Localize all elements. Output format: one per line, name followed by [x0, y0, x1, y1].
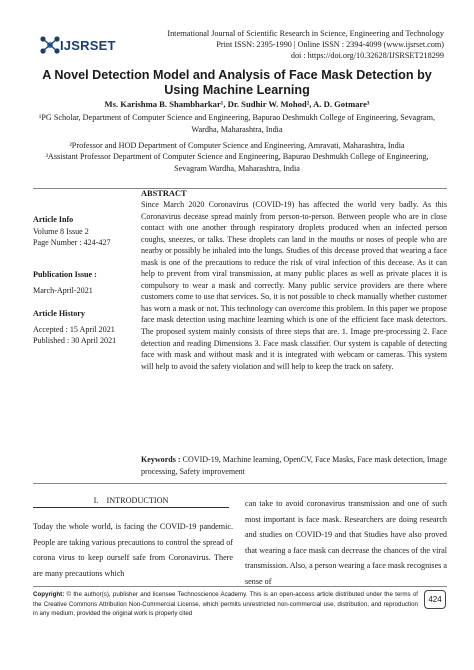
copyright-text: © the author(s), publisher and licensee Technoscience Academy. This is an open-access article distributed under the terms of the Creative Commons Attribution Non-Commercial License, which permits unrestricted non-commercial use, distribution, and reproduction in any medium, provided the original work is properly cited [33, 591, 418, 618]
affiliation-3: ³Assistant Professor Department of Computer Science and Engineering, Bapurao Deshmukh College of Engineering, Sevagram Wardha, Maharashtra, India [45, 152, 429, 173]
article-pages: Page Number : 424-427 [33, 238, 111, 248]
section-underline [33, 507, 229, 508]
keywords-label: Keywords : [141, 455, 181, 464]
journal-logo [38, 33, 116, 59]
keywords [141, 454, 447, 477]
page-number: 424 [424, 590, 446, 609]
paper-title: A Novel Detection Model and Analysis of Face Mask Detection by Using Machine Learning [42, 68, 432, 97]
divider [33, 483, 447, 484]
section-heading-text: I. INTRODUCTION [93, 496, 169, 505]
published-date: Published : 30 April 2021 [33, 336, 117, 346]
paper-authors: Ms. Karishma B. Shambharkar¹, Dr. Sudhir W. Mohod², A. D. Gotmare³ [104, 99, 370, 109]
intro-column-1: Today the whole world, is facing the COVID-19 pandemic. People are taking various precautions to control the spread of corona virus to keep ourself safe from Coronavirus. There are many precautions which [33, 522, 233, 578]
publication-issue-heading: Publication Issue : [33, 270, 97, 279]
accepted-date: Accepted : 15 April 2021 [33, 324, 115, 334]
article-info [33, 214, 133, 249]
article-history-heading: Article History [33, 309, 85, 318]
article-info-heading: Article Info [33, 215, 74, 224]
affiliation-1: ¹PG Scholar, Department of Computer Science and Engineering, Bapurao Deshmukh College of Engineering, Sevagram, Wardha, Maharashtra, India [38, 113, 436, 134]
ijsrset-logo-icon [38, 33, 62, 57]
keywords-text: COVID-19, Machine learning, OpenCV, Face Masks, Face mask detection, Image processing, Safety improvement [141, 455, 448, 476]
publication-issue-value: March-April-2021 [33, 285, 93, 295]
logo-text: IJSRSET [60, 38, 116, 53]
abstract-text: Since March 2020 Coronavirus (COVID-19) has affected the world very badly. As this Coronavirus decease spread mainly from person-to-person. Between people who are in close contact with one another through respiratory droplets produced when an infected person coughs, sneezes, or talks. These droplets can land in the mouths or noses of people who are nearby or possibly be inhaled into the lungs. Studies of this decease proved that wearing a face mask is one of the precautions to reduce the risk of viral infection of this decease. As it can help to prevent from viral transmission, at many public places as well as private places it is compulsory to wear a mask and correctly. Many public service providers are there where customers come to use that services. So, it is not possible to check manually whether customer has worn a mask or not. This technology can overcome this problem. In this paper we propose face mask detection using machine learning which is one of the efficient face mask detectors. The proposed system mainly consists of three steps that are. 1. Image pre-processing 2. Face detection and reading Dimensions 3. Face mask classifier. Our system is capable of detecting face with mask and without mask and it is integrated with webcam or cameras. This system will help to avoid the safety violation and will help to keep the track on safety. [141, 200, 447, 371]
publication-issue [33, 269, 133, 296]
journal-issn: Print ISSN: 2395-1990 | Online ISSN : 2394-4099 (www.ijsrset.com) [216, 40, 444, 50]
divider [33, 586, 447, 587]
affiliation-2: ²Professor and HOD Department of Computer Science and Engineering, Amravati, Maharashtra, India [69, 141, 405, 150]
article-volume: Volume 8 Issue 2 [33, 226, 89, 236]
copyright-label: Copyright: [33, 591, 65, 598]
journal-name: International Journal of Scientific Research in Science, Engineering and Technology [167, 29, 444, 38]
section-heading [33, 496, 229, 505]
article-history [33, 308, 133, 347]
abstract-heading: ABSTRACT [141, 189, 187, 198]
journal-doi[interactable]: doi : https://doi.org/10.32628/IJSRSET218299 [290, 51, 444, 61]
copyright-notice [33, 590, 418, 619]
journal-header [124, 28, 444, 62]
intro-column-2: can take to avoid coronavirus transmission and one of such most important is face mask. Researchers are doing research and studies on COVID-19 and that Studies have also proved that wearing a face mask can decrease the chances of the viral transmission. Also, a person wearing a face mask recognises a sense of [245, 499, 447, 586]
divider [33, 188, 447, 189]
